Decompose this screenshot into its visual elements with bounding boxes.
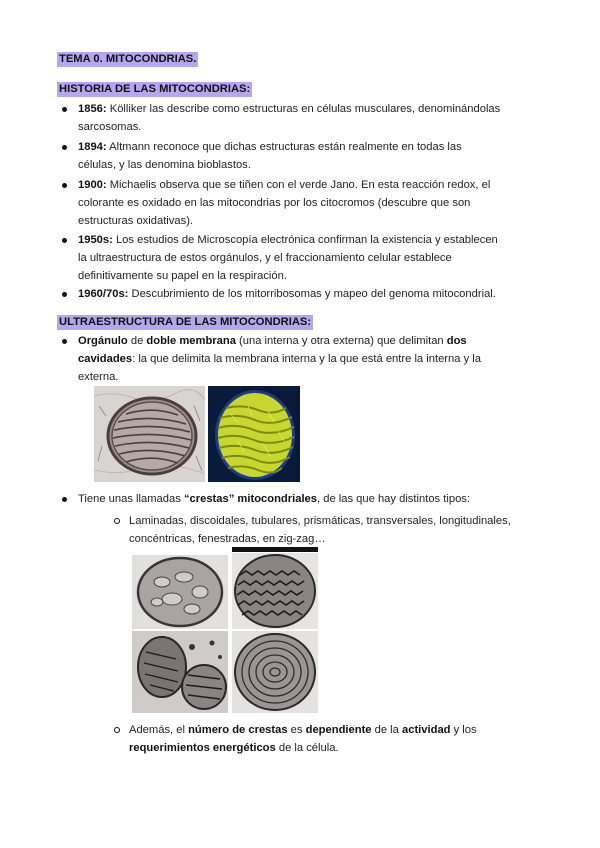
sub-bullet-icon <box>114 518 120 524</box>
history-text: Descubrimiento de los mitorribosomas y mapeo del genoma mitocondrial. <box>128 288 496 300</box>
history-text: sarcosomas. <box>78 121 142 133</box>
bullet-icon <box>62 183 67 188</box>
cristae-image-grid <box>132 547 318 713</box>
sub-bullet-icon <box>114 727 120 733</box>
bullet-icon <box>62 107 67 112</box>
history-item <box>78 285 548 303</box>
bullet-icon <box>62 238 67 243</box>
history-year: 1900: <box>78 179 107 191</box>
cristae-types-item: Laminadas, discoidales, tubulares, prismáticas, transversales, longitudinales, concéntricas, fenestradas, en zig-zag… <box>129 512 549 548</box>
history-text: definitivamente su papel en la respiración. <box>78 270 287 282</box>
history-year: 1856: <box>78 103 107 115</box>
history-item <box>78 138 548 174</box>
history-item <box>78 231 548 285</box>
history-text: Altmann reconoce que dichas estructuras están realmente en todas las <box>106 141 462 153</box>
document-title: TEMA 0. MITOCONDRIAS. <box>59 53 197 65</box>
history-text: Michaelis observa que se tiñen con el verde Jano. En esta reacción redox, el <box>106 179 491 191</box>
history-item <box>78 176 548 230</box>
history-text: estructuras oxidativas). <box>78 215 194 227</box>
ultrastructure-heading: ULTRAESTRUCTURA DE LAS MITOCONDRIAS: <box>59 316 312 328</box>
history-text: la ultraestructura de estos orgánulos, y el fraccionamiento celular establece <box>78 252 452 264</box>
bullet-icon <box>62 145 67 150</box>
mitochondria-colored-micrograph <box>208 386 300 482</box>
history-text: células, y las denomina bioblastos. <box>78 159 251 171</box>
bullet-icon <box>62 497 67 502</box>
history-item <box>78 100 548 136</box>
ultrastructure-item: Orgánulo de doble membrana (una interna y otra externa) que delimitan dos cavidades: la que delimita la membrana interna y la que está entre la interna y la externa. <box>78 332 548 386</box>
history-text: colorante es oxidado en las mitocondrias por los citocromos (descubre que son <box>78 197 471 209</box>
cristae-zigzag-image <box>232 547 318 629</box>
bullet-icon <box>62 292 67 297</box>
history-year: 1950s: <box>78 234 113 246</box>
ultrastructure-item: Tiene unas llamadas “crestas” mitocondriales, de las que hay distintos tipos: <box>78 490 548 508</box>
history-heading: HISTORIA DE LAS MITOCONDRIAS: <box>59 83 251 95</box>
cristae-count-item: Además, el número de crestas es dependiente de la actividad y los requerimientos energéticos de la célula. <box>129 721 549 757</box>
history-year: 1960/70s: <box>78 288 129 300</box>
history-year: 1894: <box>78 141 107 153</box>
bullet-icon <box>62 339 67 344</box>
history-text: Los estudios de Microscopía electrónica confirman la existencia y establecen <box>112 234 498 246</box>
cristae-concentric-image <box>232 631 318 713</box>
cristae-tubular-image <box>132 631 228 713</box>
cristae-discoidal-image <box>132 555 228 629</box>
history-text: Kölliker las describe como estructuras en células musculares, denominándolas <box>106 103 501 115</box>
mitochondria-em-micrograph <box>94 386 205 482</box>
